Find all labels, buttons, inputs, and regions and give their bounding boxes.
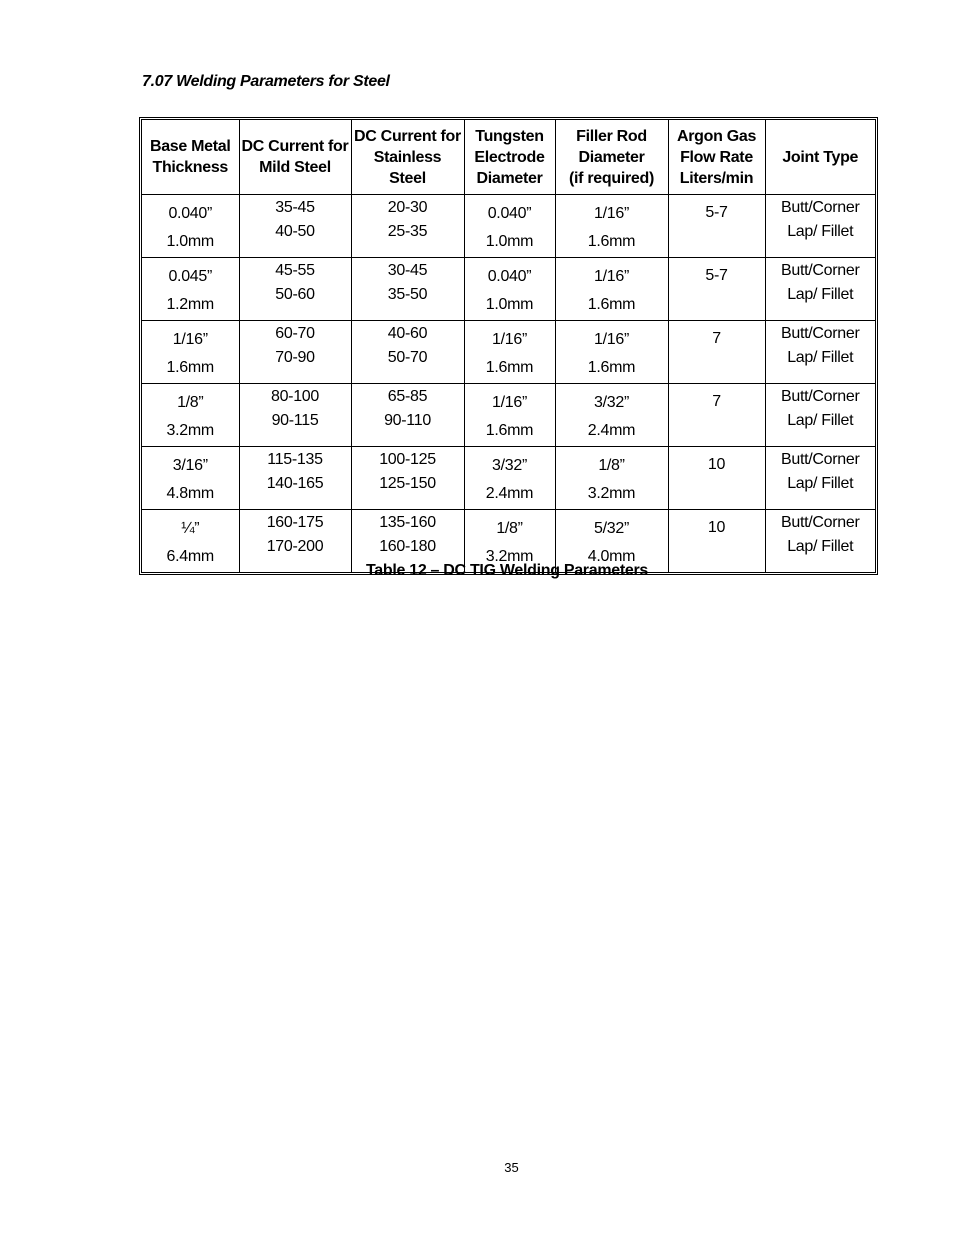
cell-joint: Butt/Corner Lap/ Fillet (765, 321, 875, 384)
header-tungsten-electrode: Tungsten Electrode Diameter (464, 120, 555, 195)
cell-thickness: 1/8” 3.2mm (142, 384, 239, 447)
page-number: 35 (504, 1160, 519, 1175)
cell-dc-stainless: 135-160 160-180 (351, 510, 464, 573)
cell-filler: 1/16” 1.6mm (555, 195, 668, 258)
cell-dc-mild: 45-55 50-60 (239, 258, 351, 321)
table-caption: Table 12 – DC TIG Welding Parameters (365, 562, 649, 579)
cell-thickness: ¼” 6.4mm (142, 510, 239, 573)
cell-dc-stainless: 40-60 50-70 (351, 321, 464, 384)
cell-dc-stainless: 100-125 125-150 (351, 447, 464, 510)
table-row (142, 195, 875, 258)
cell-thickness: 3/16” 4.8mm (142, 447, 239, 510)
cell-argon: 7 (668, 321, 765, 384)
table-row (142, 321, 875, 384)
cell-joint: Butt/Corner Lap/ Fillet (765, 384, 875, 447)
cell-thickness: 0.040” 1.0mm (142, 195, 239, 258)
cell-joint: Butt/Corner Lap/ Fillet (765, 195, 875, 258)
table-header-row (142, 120, 875, 195)
header-filler-rod: Filler Rod Diameter (if required) (555, 120, 668, 195)
cell-filler: 5/32” 4.0mm (555, 510, 668, 573)
cell-joint: Butt/Corner Lap/ Fillet (765, 510, 875, 573)
cell-dc-mild: 80-100 90-115 (239, 384, 351, 447)
cell-tungsten: 1/16” 1.6mm (464, 384, 555, 447)
header-dc-current-stainless: DC Current for Stainless Steel (351, 120, 464, 195)
cell-dc-mild: 160-175 170-200 (239, 510, 351, 573)
cell-tungsten: 0.040” 1.0mm (464, 258, 555, 321)
section-title: 7.07 Welding Parameters for Steel (142, 73, 390, 90)
cell-filler: 1/16” 1.6mm (555, 258, 668, 321)
table-row (142, 384, 875, 447)
cell-joint: Butt/Corner Lap/ Fillet (765, 447, 875, 510)
cell-thickness: 1/16” 1.6mm (142, 321, 239, 384)
cell-filler: 3/32” 2.4mm (555, 384, 668, 447)
cell-dc-mild: 115-135 140-165 (239, 447, 351, 510)
cell-argon: 10 (668, 447, 765, 510)
header-argon-gas: Argon Gas Flow Rate Liters/min (668, 120, 765, 195)
cell-argon: 7 (668, 384, 765, 447)
cell-argon: 5-7 (668, 195, 765, 258)
cell-tungsten: 0.040” 1.0mm (464, 195, 555, 258)
header-joint-type: Joint Type (765, 120, 875, 195)
table-row (142, 258, 875, 321)
cell-argon: 5-7 (668, 258, 765, 321)
cell-thickness: 0.045” 1.2mm (142, 258, 239, 321)
cell-tungsten: 3/32” 2.4mm (464, 447, 555, 510)
cell-filler: 1/8” 3.2mm (555, 447, 668, 510)
header-base-metal-thickness: Base Metal Thickness (142, 120, 239, 195)
cell-dc-stainless: 20-30 25-35 (351, 195, 464, 258)
cell-dc-stainless: 65-85 90-110 (351, 384, 464, 447)
cell-dc-mild: 35-45 40-50 (239, 195, 351, 258)
header-dc-current-mild: DC Current for Mild Steel (239, 120, 351, 195)
cell-tungsten: 1/8” 3.2mm (464, 510, 555, 573)
cell-filler: 1/16” 1.6mm (555, 321, 668, 384)
cell-tungsten: 1/16” 1.6mm (464, 321, 555, 384)
welding-parameters-table (139, 117, 878, 575)
cell-dc-mild: 60-70 70-90 (239, 321, 351, 384)
cell-argon: 10 (668, 510, 765, 573)
table-row (142, 447, 875, 510)
cell-joint: Butt/Corner Lap/ Fillet (765, 258, 875, 321)
cell-dc-stainless: 30-45 35-50 (351, 258, 464, 321)
